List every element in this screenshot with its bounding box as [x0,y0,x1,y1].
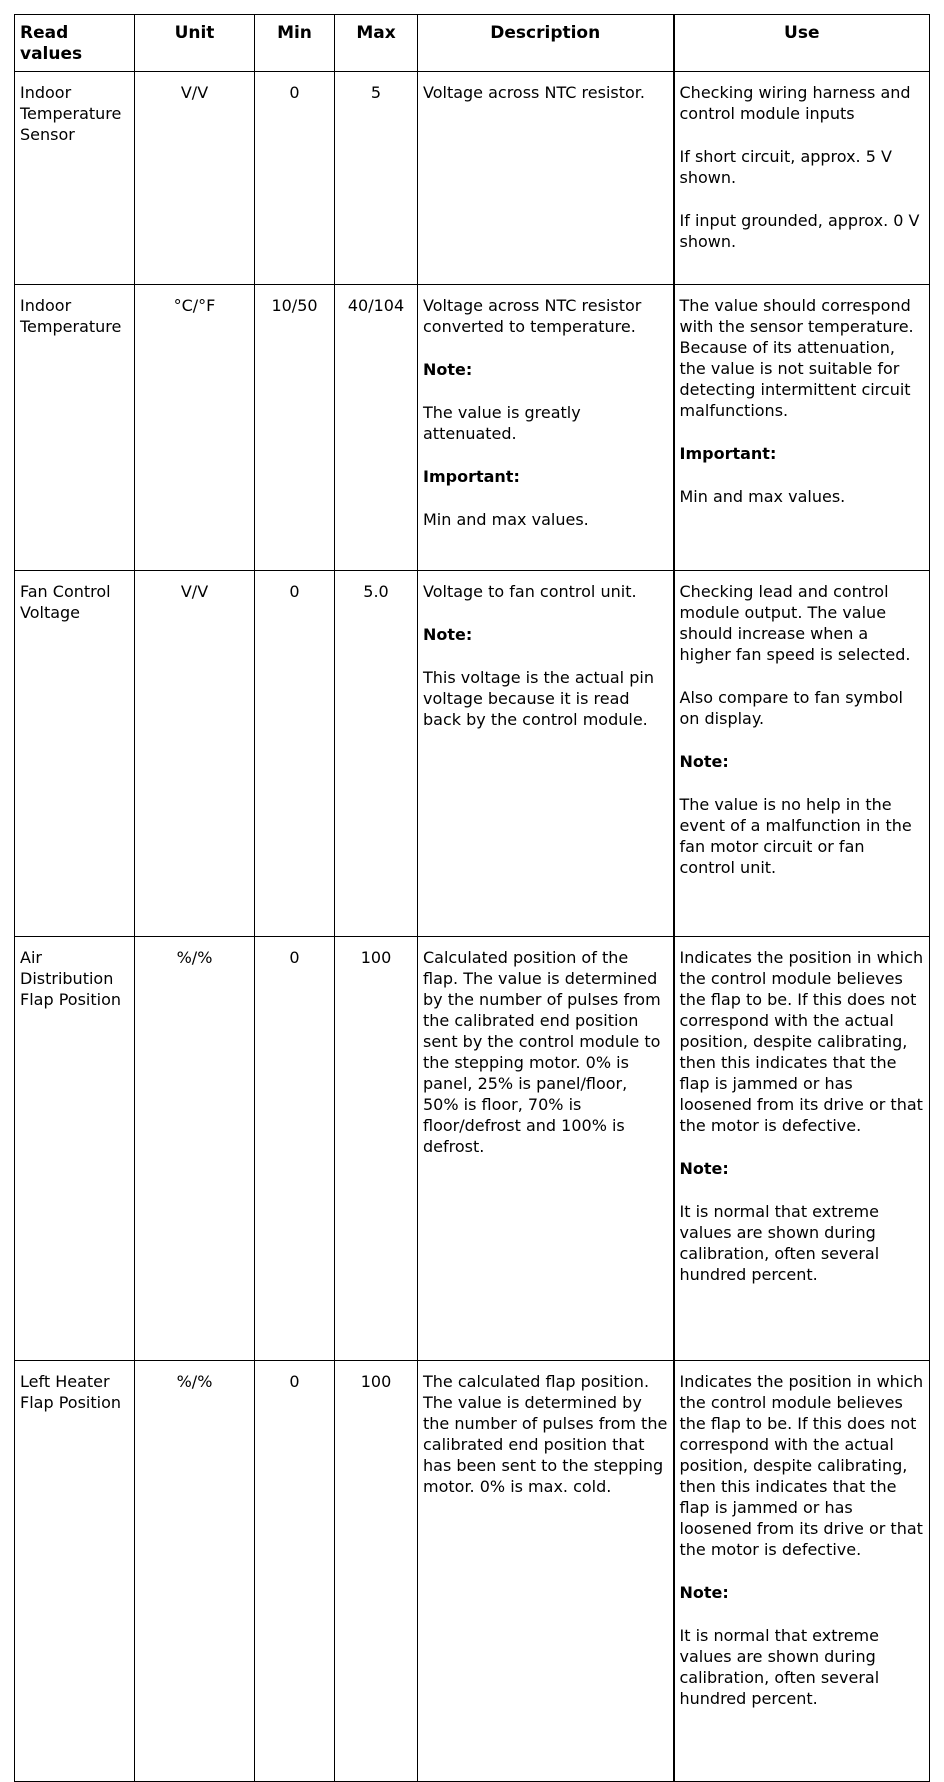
description-text: Voltage to fan control unit. [423,582,637,601]
use-text: The value should correspond with the sensor temperature. Because of its attenuation, the value is not suitable for detecting intermittent circuit malfunctions. [679,296,914,420]
description-text: The calculated flap position. The value is determined by the number of pulses from the calibrated end position that has been sent to the stepping motor. 0% is max. cold. [423,1372,668,1496]
description-text: Min and max values. [423,510,589,529]
cell-description [418,937,674,1361]
cell-read-value: Air Distribution Flap Position [15,937,135,1361]
description-text: Calculated position of the flap. The value is determined by the number of pulses from the calibrated end position sent by the control module to the stepping motor. 0% is panel, 25% is panel/floor, 50% is floor, 70% is floor/defrost and 100% is defrost. [423,948,661,1156]
cell-read-value: Fan Control Voltage [15,571,135,937]
cell-use [674,937,930,1361]
cell-min: 10/50 [255,285,335,571]
use-text: Indicates the position in which the control module believes the flap to be. If this does not correspond with the actual position, despite calibrating, then this indicates that the flap is jammed or has loosened from its drive or that the motor is defective. [679,1372,924,1559]
cell-description [418,72,674,285]
cell-unit: °C/°F [135,285,255,571]
important-label: Important: [679,444,777,463]
use-text: If input grounded, approx. 0 V shown. [679,211,920,251]
cell-min: 0 [255,72,335,285]
table-row [15,72,930,285]
table-row [15,571,930,937]
cell-max: 40/104 [335,285,418,571]
use-text: Min and max values. [679,487,846,506]
use-text: Also compare to fan symbol on display. [679,688,903,728]
table-header-row [15,15,930,72]
cell-read-value: Left Heater Flap Position [15,1361,135,1782]
use-text: The value is no help in the event of a malfunction in the fan motor circuit or fan control unit. [679,795,912,877]
cell-max: 5.0 [335,571,418,937]
note-label: Note: [423,625,473,644]
note-label: Note: [679,752,729,771]
cell-min: 0 [255,571,335,937]
use-text: Checking lead and control module output. The value should increase when a higher fan speed is selected. [679,582,911,664]
cell-use [674,1361,930,1782]
use-text: Indicates the position in which the control module believes the flap to be. If this does not correspond with the actual position, despite calibrating, then this indicates that the flap is jammed or has loosened from its drive or that the motor is defective. [679,948,924,1135]
header-description: Description [418,15,674,72]
cell-max: 5 [335,72,418,285]
cell-description [418,1361,674,1782]
description-text: The value is greatly attenuated. [423,403,581,443]
cell-unit: %/% [135,937,255,1361]
cell-description [418,285,674,571]
cell-min: 0 [255,1361,335,1782]
note-label: Note: [679,1583,729,1602]
table-row [15,1361,930,1782]
header-max: Max [335,15,418,72]
cell-max: 100 [335,937,418,1361]
header-unit: Unit [135,15,255,72]
cell-unit: V/V [135,72,255,285]
note-label: Note: [423,360,473,379]
header-min: Min [255,15,335,72]
cell-max: 100 [335,1361,418,1782]
header-read-values: Read values [15,15,135,72]
cell-description [418,571,674,937]
table-row [15,285,930,571]
read-values-table [14,14,930,1782]
use-text: It is normal that extreme values are shown during calibration, often several hundred percent. [679,1202,880,1284]
description-text: Voltage across NTC resistor. [423,83,645,102]
cell-use [674,285,930,571]
use-text: If short circuit, approx. 5 V shown. [679,147,892,187]
use-text: Checking wiring harness and control module inputs [679,83,911,123]
cell-min: 0 [255,937,335,1361]
cell-unit: V/V [135,571,255,937]
cell-use [674,72,930,285]
table-row [15,937,930,1361]
cell-unit: %/% [135,1361,255,1782]
description-text: This voltage is the actual pin voltage because it is read back by the control module. [423,668,654,729]
cell-read-value: Indoor Temperature Sensor [15,72,135,285]
header-use: Use [674,15,930,72]
use-text: It is normal that extreme values are shown during calibration, often several hundred percent. [679,1626,880,1708]
description-text: Voltage across NTC resistor converted to temperature. [423,296,642,336]
cell-use [674,571,930,937]
important-label: Important: [423,467,520,486]
note-label: Note: [679,1159,729,1178]
cell-read-value: Indoor Temperature [15,285,135,571]
